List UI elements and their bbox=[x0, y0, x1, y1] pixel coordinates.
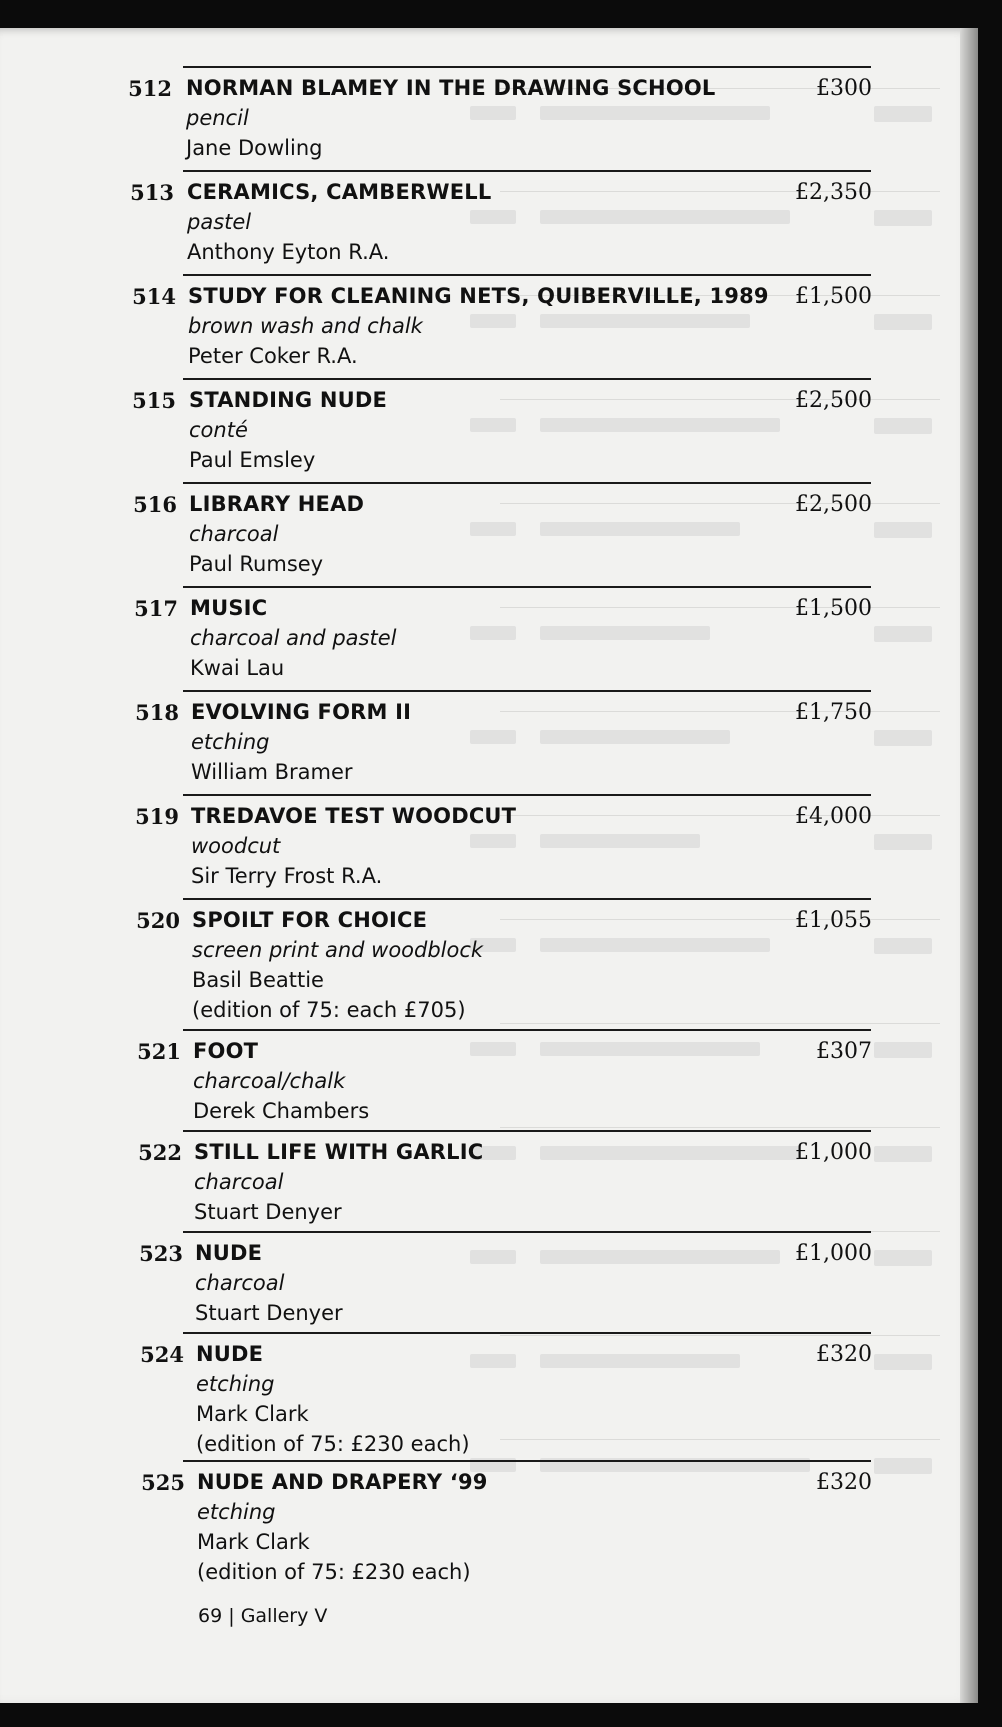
entry-medium: etching bbox=[191, 730, 270, 754]
entry-number: 522 bbox=[138, 1140, 182, 1165]
entry-price: £1,500 bbox=[795, 596, 872, 621]
entry-medium: charcoal and pastel bbox=[190, 626, 397, 650]
entry-price: £307 bbox=[816, 1039, 872, 1064]
entry-divider bbox=[183, 1460, 871, 1462]
entry-divider bbox=[183, 1130, 871, 1132]
entry-divider bbox=[183, 482, 871, 484]
entry-divider bbox=[183, 794, 871, 796]
catalogue-page bbox=[0, 28, 978, 1703]
entry-price: £320 bbox=[816, 1470, 872, 1495]
entry-medium: screen print and woodblock bbox=[192, 938, 484, 962]
entry-artist: William Bramer bbox=[191, 760, 353, 784]
entry-price: £2,500 bbox=[795, 492, 872, 517]
entry-artist: Paul Rumsey bbox=[189, 552, 324, 576]
entry-edition-note: (edition of 75: £230 each) bbox=[197, 1560, 471, 1584]
entry-artist: Jane Dowling bbox=[186, 136, 323, 160]
entry-artist: Paul Emsley bbox=[189, 448, 316, 472]
entry-title: STILL LIFE WITH GARLIC bbox=[194, 1140, 484, 1164]
entry-title: FOOT bbox=[193, 1039, 259, 1063]
entry-title: NORMAN BLAMEY IN THE DRAWING SCHOOL bbox=[186, 76, 716, 100]
entry-artist: Stuart Denyer bbox=[195, 1301, 343, 1325]
entry-divider bbox=[183, 1231, 871, 1233]
entry-artist: Kwai Lau bbox=[190, 656, 285, 680]
entry-title: NUDE bbox=[196, 1342, 264, 1366]
entry-medium: etching bbox=[197, 1500, 276, 1524]
entry-price: £320 bbox=[816, 1342, 872, 1367]
entry-title: MUSIC bbox=[190, 596, 268, 620]
entry-price: £1,000 bbox=[795, 1140, 872, 1165]
entry-medium: charcoal bbox=[195, 1271, 285, 1295]
entry-medium: charcoal bbox=[194, 1170, 284, 1194]
entry-artist: Stuart Denyer bbox=[194, 1200, 342, 1224]
entry-price: £2,350 bbox=[795, 180, 872, 205]
entry-number: 520 bbox=[136, 908, 180, 933]
entry-number: 512 bbox=[128, 76, 172, 101]
entry-artist: Basil Beattie bbox=[192, 968, 324, 992]
entry-title: TREDAVOE TEST WOODCUT bbox=[191, 804, 517, 828]
entry-number: 521 bbox=[137, 1039, 181, 1064]
entry-medium: conté bbox=[189, 418, 248, 442]
entry-title: SPOILT FOR CHOICE bbox=[192, 908, 428, 932]
entry-medium: pastel bbox=[187, 210, 252, 234]
entry-divider bbox=[183, 378, 871, 380]
entry-price: £1,750 bbox=[795, 700, 872, 725]
entry-artist: Mark Clark bbox=[196, 1402, 309, 1426]
entry-divider bbox=[183, 898, 871, 900]
entry-number: 525 bbox=[141, 1470, 185, 1495]
entry-artist: Derek Chambers bbox=[193, 1099, 370, 1123]
page-number: 69 bbox=[198, 1605, 223, 1627]
entry-artist: Sir Terry Frost R.A. bbox=[191, 864, 383, 888]
page-footer bbox=[198, 1605, 327, 1627]
entry-divider bbox=[183, 170, 871, 172]
section-name: Gallery V bbox=[240, 1605, 328, 1627]
entry-medium: woodcut bbox=[191, 834, 281, 858]
entry-medium: brown wash and chalk bbox=[188, 314, 423, 338]
entry-price: £4,000 bbox=[795, 804, 872, 829]
entry-price: £300 bbox=[816, 76, 872, 101]
entry-title: LIBRARY HEAD bbox=[189, 492, 365, 516]
entry-divider bbox=[183, 1029, 871, 1031]
entry-divider bbox=[183, 66, 871, 68]
entry-artist: Mark Clark bbox=[197, 1530, 310, 1554]
entry-price: £1,055 bbox=[795, 908, 872, 933]
entry-number: 514 bbox=[132, 284, 176, 309]
footer-separator: | bbox=[228, 1605, 235, 1627]
entry-edition-note: (edition of 75: each £705) bbox=[192, 998, 466, 1022]
entry-number: 523 bbox=[139, 1241, 183, 1266]
show-through-reverse-page bbox=[470, 88, 940, 1688]
entry-medium: pencil bbox=[186, 106, 249, 130]
entry-title: STANDING NUDE bbox=[189, 388, 388, 412]
entry-artist: Anthony Eyton R.A. bbox=[187, 240, 390, 264]
entry-title: CERAMICS, CAMBERWELL bbox=[187, 180, 492, 204]
entry-number: 518 bbox=[135, 700, 179, 725]
entry-price: £1,000 bbox=[795, 1241, 872, 1266]
entry-title: STUDY FOR CLEANING NETS, QUIBERVILLE, 1989 bbox=[188, 284, 769, 308]
entry-number: 517 bbox=[134, 596, 178, 621]
entry-edition-note: (edition of 75: £230 each) bbox=[196, 1432, 470, 1456]
entry-medium: charcoal bbox=[189, 522, 279, 546]
page-edge-shadow bbox=[960, 28, 978, 1703]
entry-number: 524 bbox=[140, 1342, 184, 1367]
entry-medium: etching bbox=[196, 1372, 275, 1396]
entry-medium: charcoal/chalk bbox=[193, 1069, 346, 1093]
entry-price: £2,500 bbox=[795, 388, 872, 413]
entry-number: 519 bbox=[135, 804, 179, 829]
entry-number: 515 bbox=[132, 388, 176, 413]
entry-divider bbox=[183, 586, 871, 588]
entry-title: NUDE bbox=[195, 1241, 263, 1265]
entry-number: 513 bbox=[130, 180, 174, 205]
entry-price: £1,500 bbox=[795, 284, 872, 309]
entry-title: NUDE AND DRAPERY ‘99 bbox=[197, 1470, 488, 1494]
entry-number: 516 bbox=[133, 492, 177, 517]
entry-artist: Peter Coker R.A. bbox=[188, 344, 358, 368]
entry-divider bbox=[183, 690, 871, 692]
entry-divider bbox=[183, 1332, 871, 1334]
entry-title: EVOLVING FORM II bbox=[191, 700, 412, 724]
entry-divider bbox=[183, 274, 871, 276]
